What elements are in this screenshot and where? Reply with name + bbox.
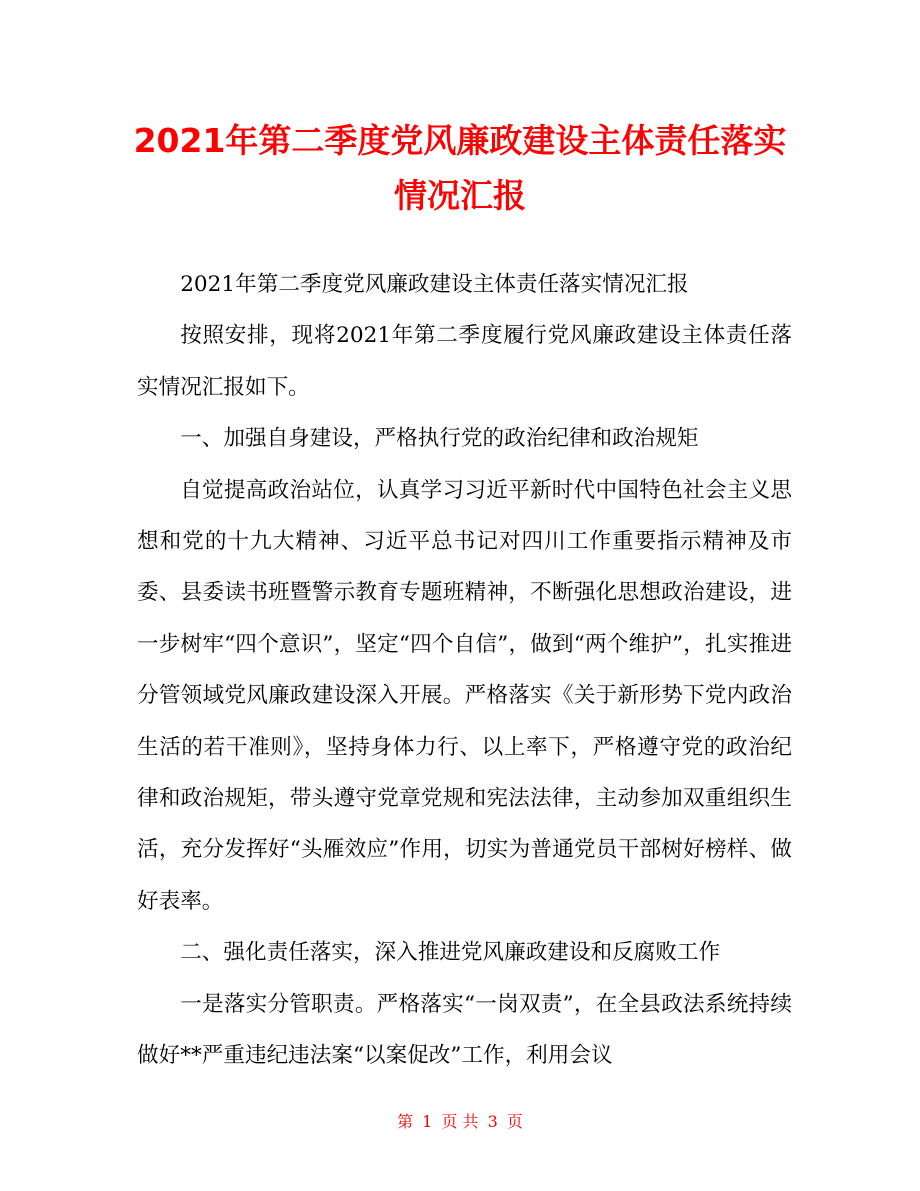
footer-prefix: 第 xyxy=(397,1112,414,1131)
paragraph-intro: 按照安排，现将2021年第二季度履行党风廉政建设主体责任落实情况汇报如下。 xyxy=(137,323,792,400)
footer-middle: 页 共 xyxy=(441,1112,479,1131)
footer-suffix: 页 xyxy=(506,1112,523,1131)
section-heading-1: 一、加强自身建设，严格执行党的政治纪律和政治规矩 xyxy=(180,426,699,452)
paragraph-section-1: 自觉提高政治站位，认真学习习近平新时代中国特色社会主义思想和党的十九大精神、习近平总书记对四川工作重要指示精神及市委、县委读书班暨警示教育专题班精神，不断强化思想政治建设，进一步树牢“四个意识”，坚定“四个自信”，做到“两个维护”，扎实推进分管领域党风廉政建设深入开展。严格落实《关于新形势下党内政治生活的若干准则》，坚持身体力行、以上率下，严格遵守党的政治纪律和政治规矩，带头遵守党章党规和宪法法律，主动参加双重组织生活，充分发挥好“头雁效应”作用，切实为普通党员干部树好榜样、做好表率。 xyxy=(137,477,792,914)
document-body xyxy=(137,259,792,1082)
paragraph-section-2: 一是落实分管职责。严格落实“一岗双责”，在全县政法系统持续做好**严重违纪违法案“以案促改”工作，利用会议 xyxy=(137,991,792,1069)
section-heading-2: 二、强化责任落实，深入推进党风廉政建设和反腐败工作 xyxy=(180,940,721,966)
page-footer xyxy=(0,1111,920,1133)
paragraph-heading-repeat: 2021年第二季度党风廉政建设主体责任落实情况汇报 xyxy=(180,272,689,297)
footer-total-pages: 3 xyxy=(487,1112,498,1131)
document-title: 2021年第二季度党风廉政建设主体责任落实情况汇报 xyxy=(133,121,787,215)
footer-page-number: 1 xyxy=(422,1112,433,1131)
